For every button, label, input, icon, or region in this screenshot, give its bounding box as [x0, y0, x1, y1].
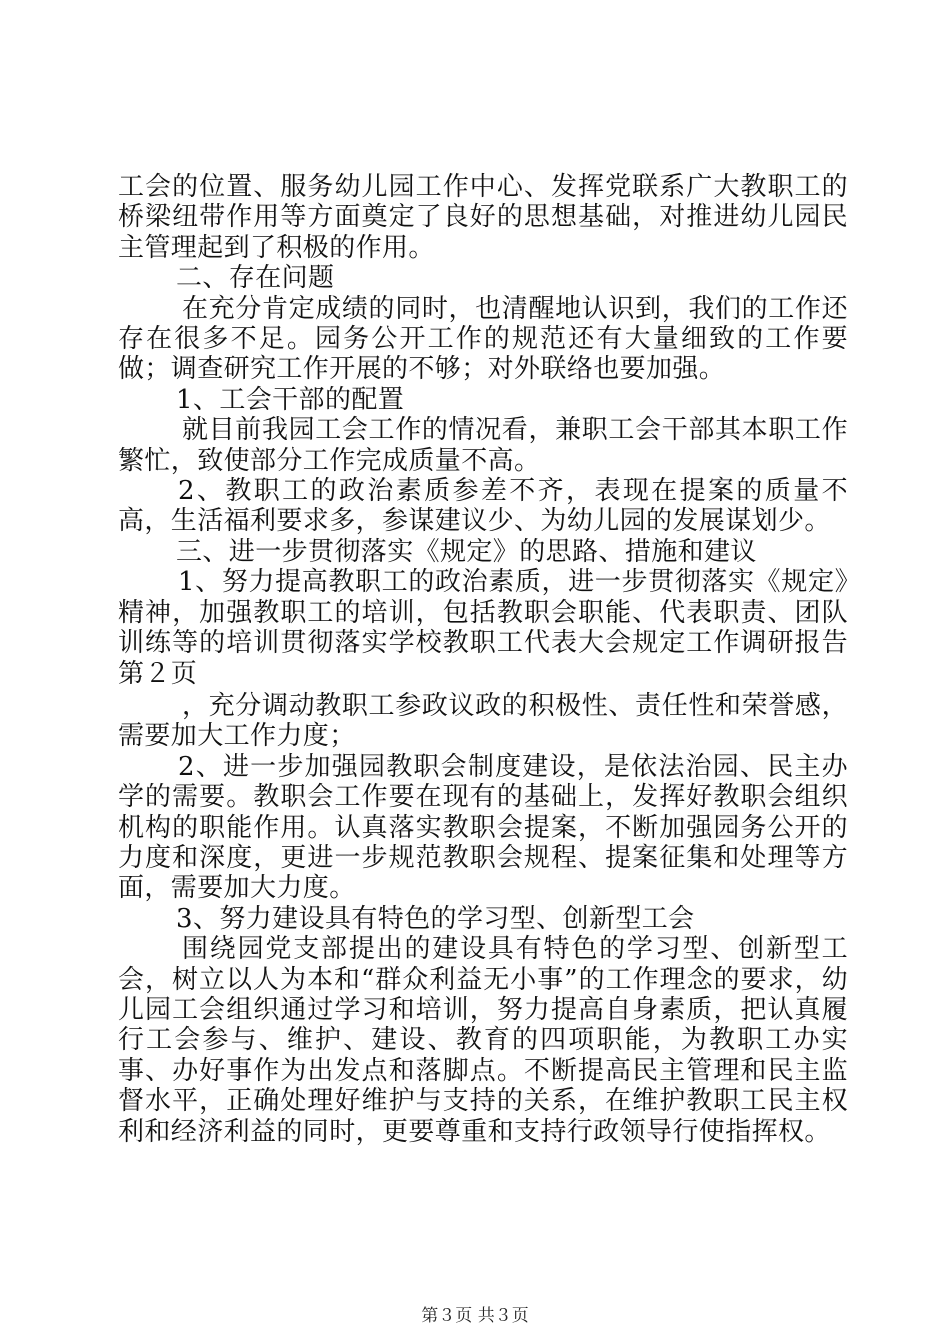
paragraph-measure-1: 1、努力提高教职工的政治素质，进一步贯彻落实《规定》精神，加强教职工的培训，包括教职会职能、代表职责、团队训练等的培训贯彻落实学校教职工代表大会规定工作调研报告第２页 — [118, 567, 848, 689]
document-body — [118, 172, 848, 1147]
paragraph-measure-2: 2、进一步加强园教职会制度建设，是依法治园、民主办学的需要。教职会工作要在现有的基础上，发挥好教职会组织机构的职能作用。认真落实教职会提案，不断加强园务公开的力度和深度，更进一步规范教职会规程、提案征集和处理等方面，需要加大力度。 — [118, 751, 848, 904]
section-heading-measures: 三、进一步贯彻落实《规定》的思路、措施和建议 — [176, 536, 757, 567]
section-heading-problems: 二、存在问题 — [176, 263, 335, 294]
page-footer: 第３页 共３页 — [421, 1306, 529, 1326]
paragraph-problems: 在充分肯定成绩的同时，也清醒地认识到，我们的工作还存在很多不足。园务公开工作的规范还有大量细致的工作要做；调查研究工作开展的不够；对外联络也要加强。 — [118, 293, 848, 385]
paragraph-political-quality: 2、教职工的政治素质参差不齐，表现在提案的质量不高，生活福利要求多，参谋建议少、为幼儿园的发展谋划少。 — [118, 476, 848, 537]
subheading-cadre-allocation: 1、工会干部的配置 — [176, 384, 405, 415]
subheading-learning-union: 3、努力建设具有特色的学习型、创新型工会 — [176, 903, 695, 934]
paragraph-learning-union: 围绕园党支部提出的建设具有特色的学习型、创新型工会，树立以人为本和“群众利益无小事”的工作理念的要求，幼儿园工会组织通过学习和培训，努力提高自身素质，把认真履行工会参与、维护、建设、教育的四项职能，为教职工办实事、办好事作为出发点和落脚点。不断提高民主管理和民主监督水平，正确处理好维护与支持的关系，在维护教职工民主权利和经济利益的同时，更要尊重和支持行政领导行使指挥权。 — [118, 934, 848, 1147]
paragraph-cadre-allocation: 就目前我园工会工作的情况看，兼职工会干部其本职工作繁忙，致使部分工作完成质量不高。 — [118, 415, 848, 476]
paragraph-measure-1-continued: ，充分调动教职工参政议政的积极性、责任性和荣誉感，需要加大工作力度； — [118, 690, 848, 752]
paragraph-continuation: 工会的位置、服务幼儿园工作中心、发挥党联系广大教职工的桥梁纽带作用等方面奠定了良好的思想基础，对推进幼儿园民主管理起到了积极的作用。 — [118, 172, 848, 263]
